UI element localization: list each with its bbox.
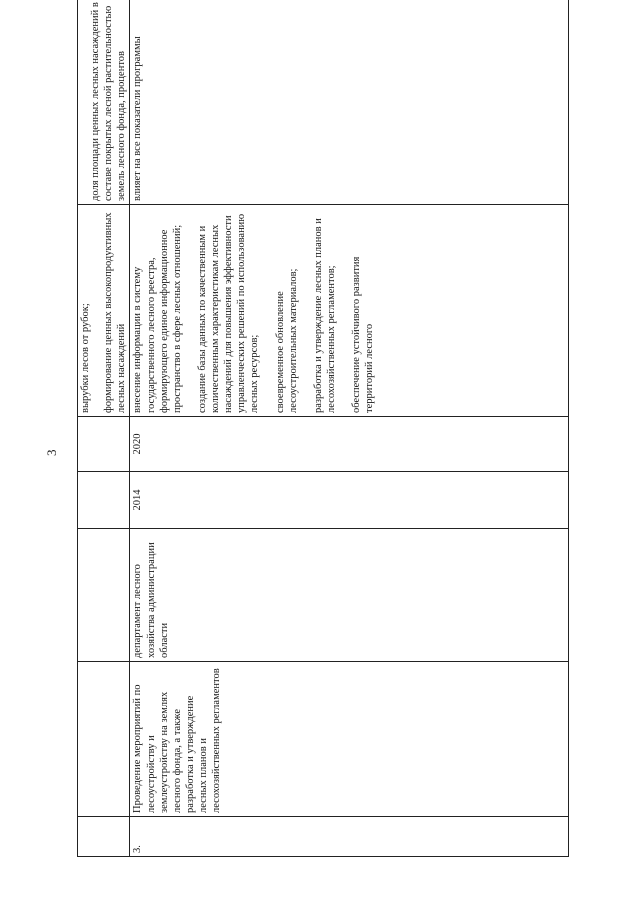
result-item: своевременное обновление лесоустроительных материалов; (274, 268, 299, 413)
cell-measure-empty (78, 662, 130, 817)
cell-measure: Проведение мероприятий по лесоустройству и землеустройству на землях лесного фонда, а также разработка и утверждение лесных планов и лесохозяйственных регламентов (130, 662, 569, 817)
cell-indicator-continuation (78, 0, 130, 205)
cell-executor-empty (78, 529, 130, 662)
page-number: 3 (44, 449, 59, 456)
indicator-item: доля площади ценных лесных насаждений в составе покрытых лесной растительностью земель лесного фонда, процентов (90, 2, 128, 201)
cell-executor: департамент лесного хозяйства администрации области (130, 529, 569, 662)
cell-number: 3. (130, 817, 569, 857)
cell-start-year: 2014 (130, 472, 569, 529)
result-item: создание базы данных по качественным и количественным характеристикам лесных насаждений для повышения эффективности управленческих решений по использованию лесных ресурсов; (196, 213, 261, 413)
result-item: формирование ценных высокопродуктивных лесных насаждений (103, 212, 128, 413)
cell-results (130, 205, 569, 417)
table-row-3 (130, 0, 569, 857)
program-measures-table (77, 0, 569, 857)
cell-results-continuation (78, 205, 130, 417)
cell-end-year-empty (78, 417, 130, 472)
rotated-table-container (77, 2, 569, 857)
result-item: вырубки лесов от рубок; (80, 303, 91, 413)
cell-end-year: 2020 (130, 417, 569, 472)
result-item: обеспечение устойчивого развития территорий лесного (351, 256, 376, 413)
table-row-continuation (78, 0, 130, 857)
cell-number-empty (78, 817, 130, 857)
cell-start-year-empty (78, 472, 130, 529)
result-item: внесение информации в систему государственного лесного реестра, формирующего единое информационное пространство в сфере лесных отношений; (132, 224, 183, 413)
cell-indicator: влияет на все показатели программы (130, 0, 569, 205)
result-item: разработка и утверждение лесных планов и лесохозяйственных регламентов; (312, 218, 337, 413)
